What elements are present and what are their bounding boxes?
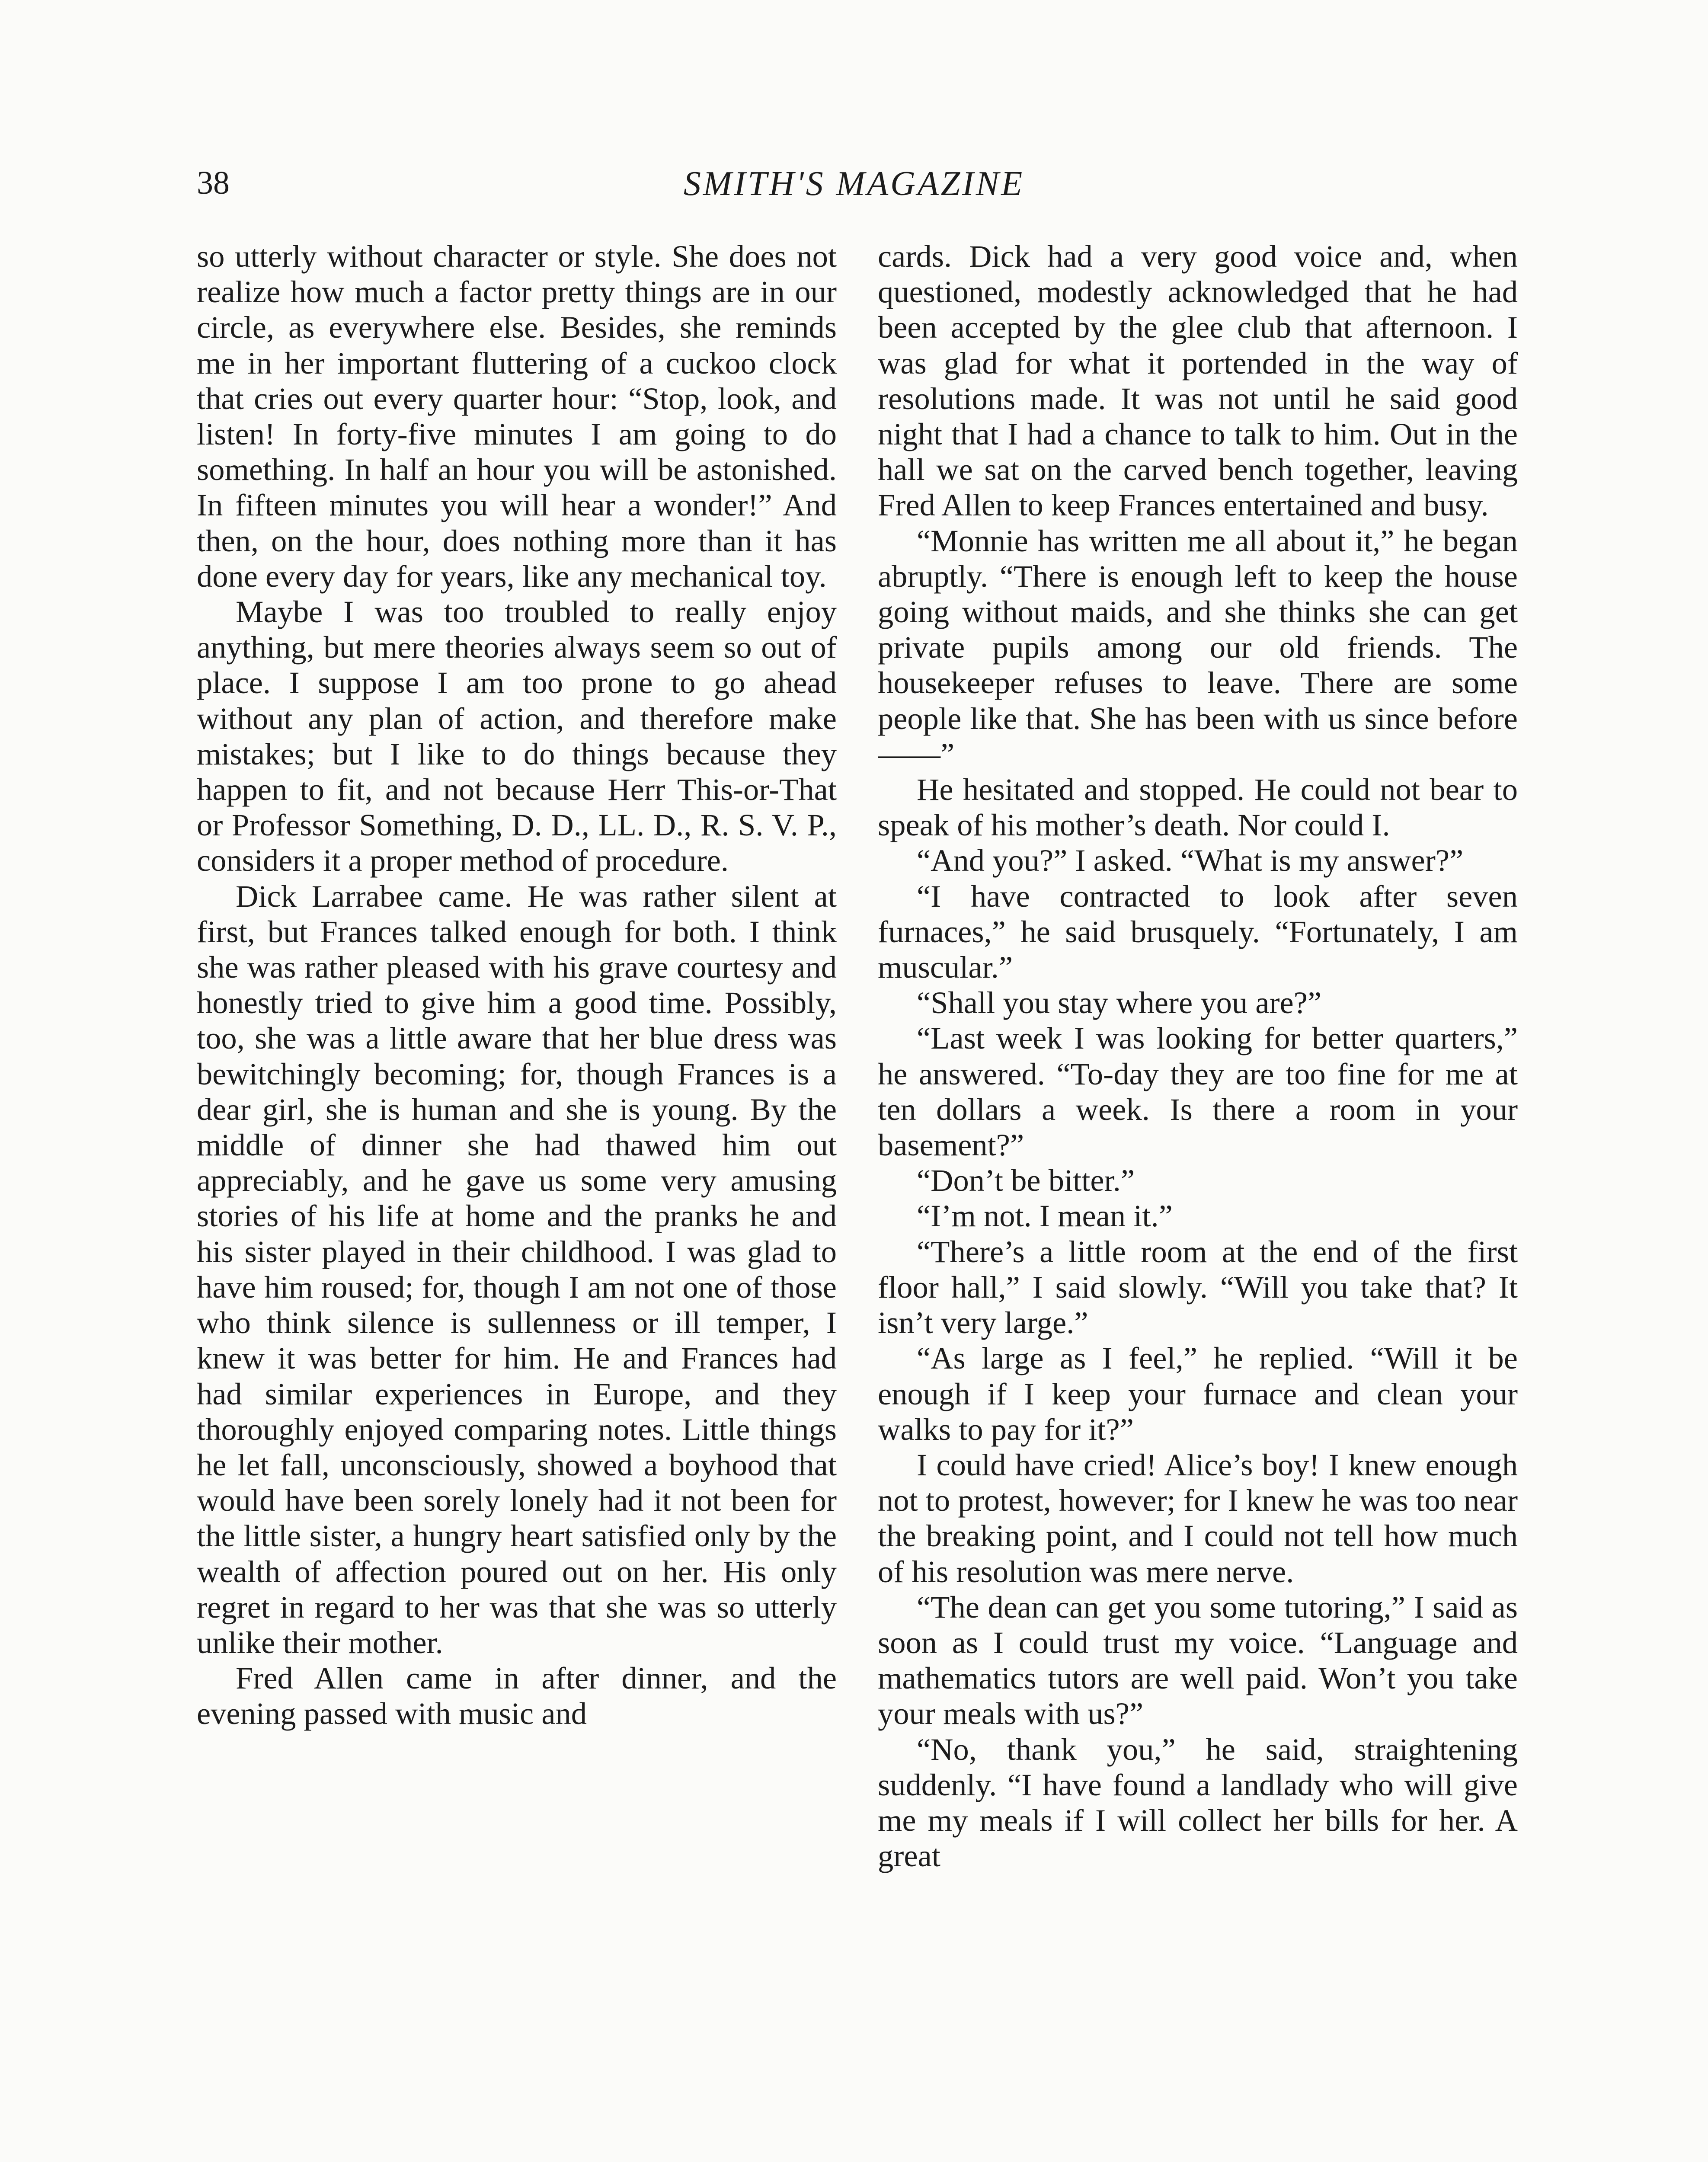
paragraph: “The dean can get you some tutoring,” I said as soon as I could trust my voice. “Language and mathematics tutors are well paid. Won’t you take your meals with us?” xyxy=(878,1589,1518,1731)
paragraph: “As large as I feel,” he replied. “Will it be enough if I keep your furnace and clean your walks to pay for it?” xyxy=(878,1340,1518,1447)
paragraph: so utterly without character or style. She does not realize how much a factor pretty things are in our circle, as everywhere else. Besides, she reminds me in her important fluttering of a cuckoo clock that cries out every quarter hour: “Stop, look, and listen! In forty-five minutes I am going to do something. In half an hour you will be astonished. In fifteen minutes you will hear a wonder!” And then, on the hour, does nothing more than it has done every day for years, like any mechanical toy. xyxy=(197,239,837,594)
paragraph: Dick Larrabee came. He was rather silent at first, but Frances talked enough for both. I think she was rather pleased with his grave courtesy and honestly tried to give him a good time. Possibly, too, she was a little aware that her blue dress was bewitchingly becoming; for, though Frances is a dear girl, she is human and she is young. By the middle of dinner she had thawed him out appreciably, and he gave us some very amusing stories of his life at home and the pranks he and his sister played in their childhood. I was glad to have him roused; for, though I am not one of those who think silence is sullenness or ill temper, I knew it was better for him. He and Frances had had similar experiences in Europe, and they thoroughly enjoyed comparing notes. Little things he let fall, unconsciously, showed a boyhood that would have been sorely lonely had it not been for the little sister, a hungry heart satisfied only by the wealth of affection poured out on her. His only regret in regard to her was that she was so utterly unlike their mother. xyxy=(197,878,837,1660)
paragraph: “I’m not. I mean it.” xyxy=(917,1198,1173,1234)
paragraph: “And you?” I asked. “What is my answer?” xyxy=(917,843,1464,878)
running-title: SMITH'S MAGAZINE xyxy=(683,165,1025,203)
paragraph: Fred Allen came in after dinner, and the evening passed with music and xyxy=(197,1660,837,1731)
paragraph: “There’s a little room at the end of the first floor hall,” I said slowly. “Will you take that? It isn’t very large.” xyxy=(878,1234,1518,1340)
left-column xyxy=(197,239,837,2162)
paragraph: “I have contracted to look after seven furnaces,” he said brusquely. “Fortunately, I am muscular.” xyxy=(878,878,1518,985)
paragraph: He hesitated and stopped. He could not bear to speak of his mother’s death. Nor could I. xyxy=(878,772,1518,843)
paragraph: “Monnie has written me all about it,” he began abruptly. “There is enough left to keep the house going without maids, and she thinks she can get private pupils among our old friends. The housekeeper refuses to leave. There are some people like that. She has been with us since before——” xyxy=(878,523,1518,771)
page-number: 38 xyxy=(197,165,230,201)
paragraph: Maybe I was too troubled to really enjoy anything, but mere theories always seem so out of place. I suppose I am too prone to go ahead without any plan of action, and therefore make mistakes; but I like to do things because they happen to fit, and not because Herr This-or-That or Professor Something, D. D., LL. D., R. S. V. P., considers it a proper method of procedure. xyxy=(197,594,837,878)
right-column xyxy=(878,239,1518,2162)
paragraph: I could have cried! Alice’s boy! I knew enough not to protest, however; for I knew he was too near the breaking point, and I could not tell how much of his resolution was mere nerve. xyxy=(878,1447,1518,1589)
paragraph: “No, thank you,” he said, straightening suddenly. “I have found a landlady who will give me my meals if I will collect her bills for her. A great xyxy=(878,1731,1518,1874)
paragraph: cards. Dick had a very good voice and, when questioned, modestly acknowledged that he had been accepted by the glee club that afternoon. I was glad for what it portended in the way of resolutions made. It was not until he said good night that I had a chance to talk to him. Out in the hall we sat on the carved bench together, leaving Fred Allen to keep Frances entertained and busy. xyxy=(878,239,1518,523)
paragraph: “Shall you stay where you are?” xyxy=(917,985,1322,1020)
paragraph: “Last week I was looking for better quarters,” he answered. “To-day they are too fine for me at ten dollars a week. Is there a room in your basement?” xyxy=(878,1020,1518,1163)
paragraph: “Don’t be bitter.” xyxy=(917,1163,1135,1198)
